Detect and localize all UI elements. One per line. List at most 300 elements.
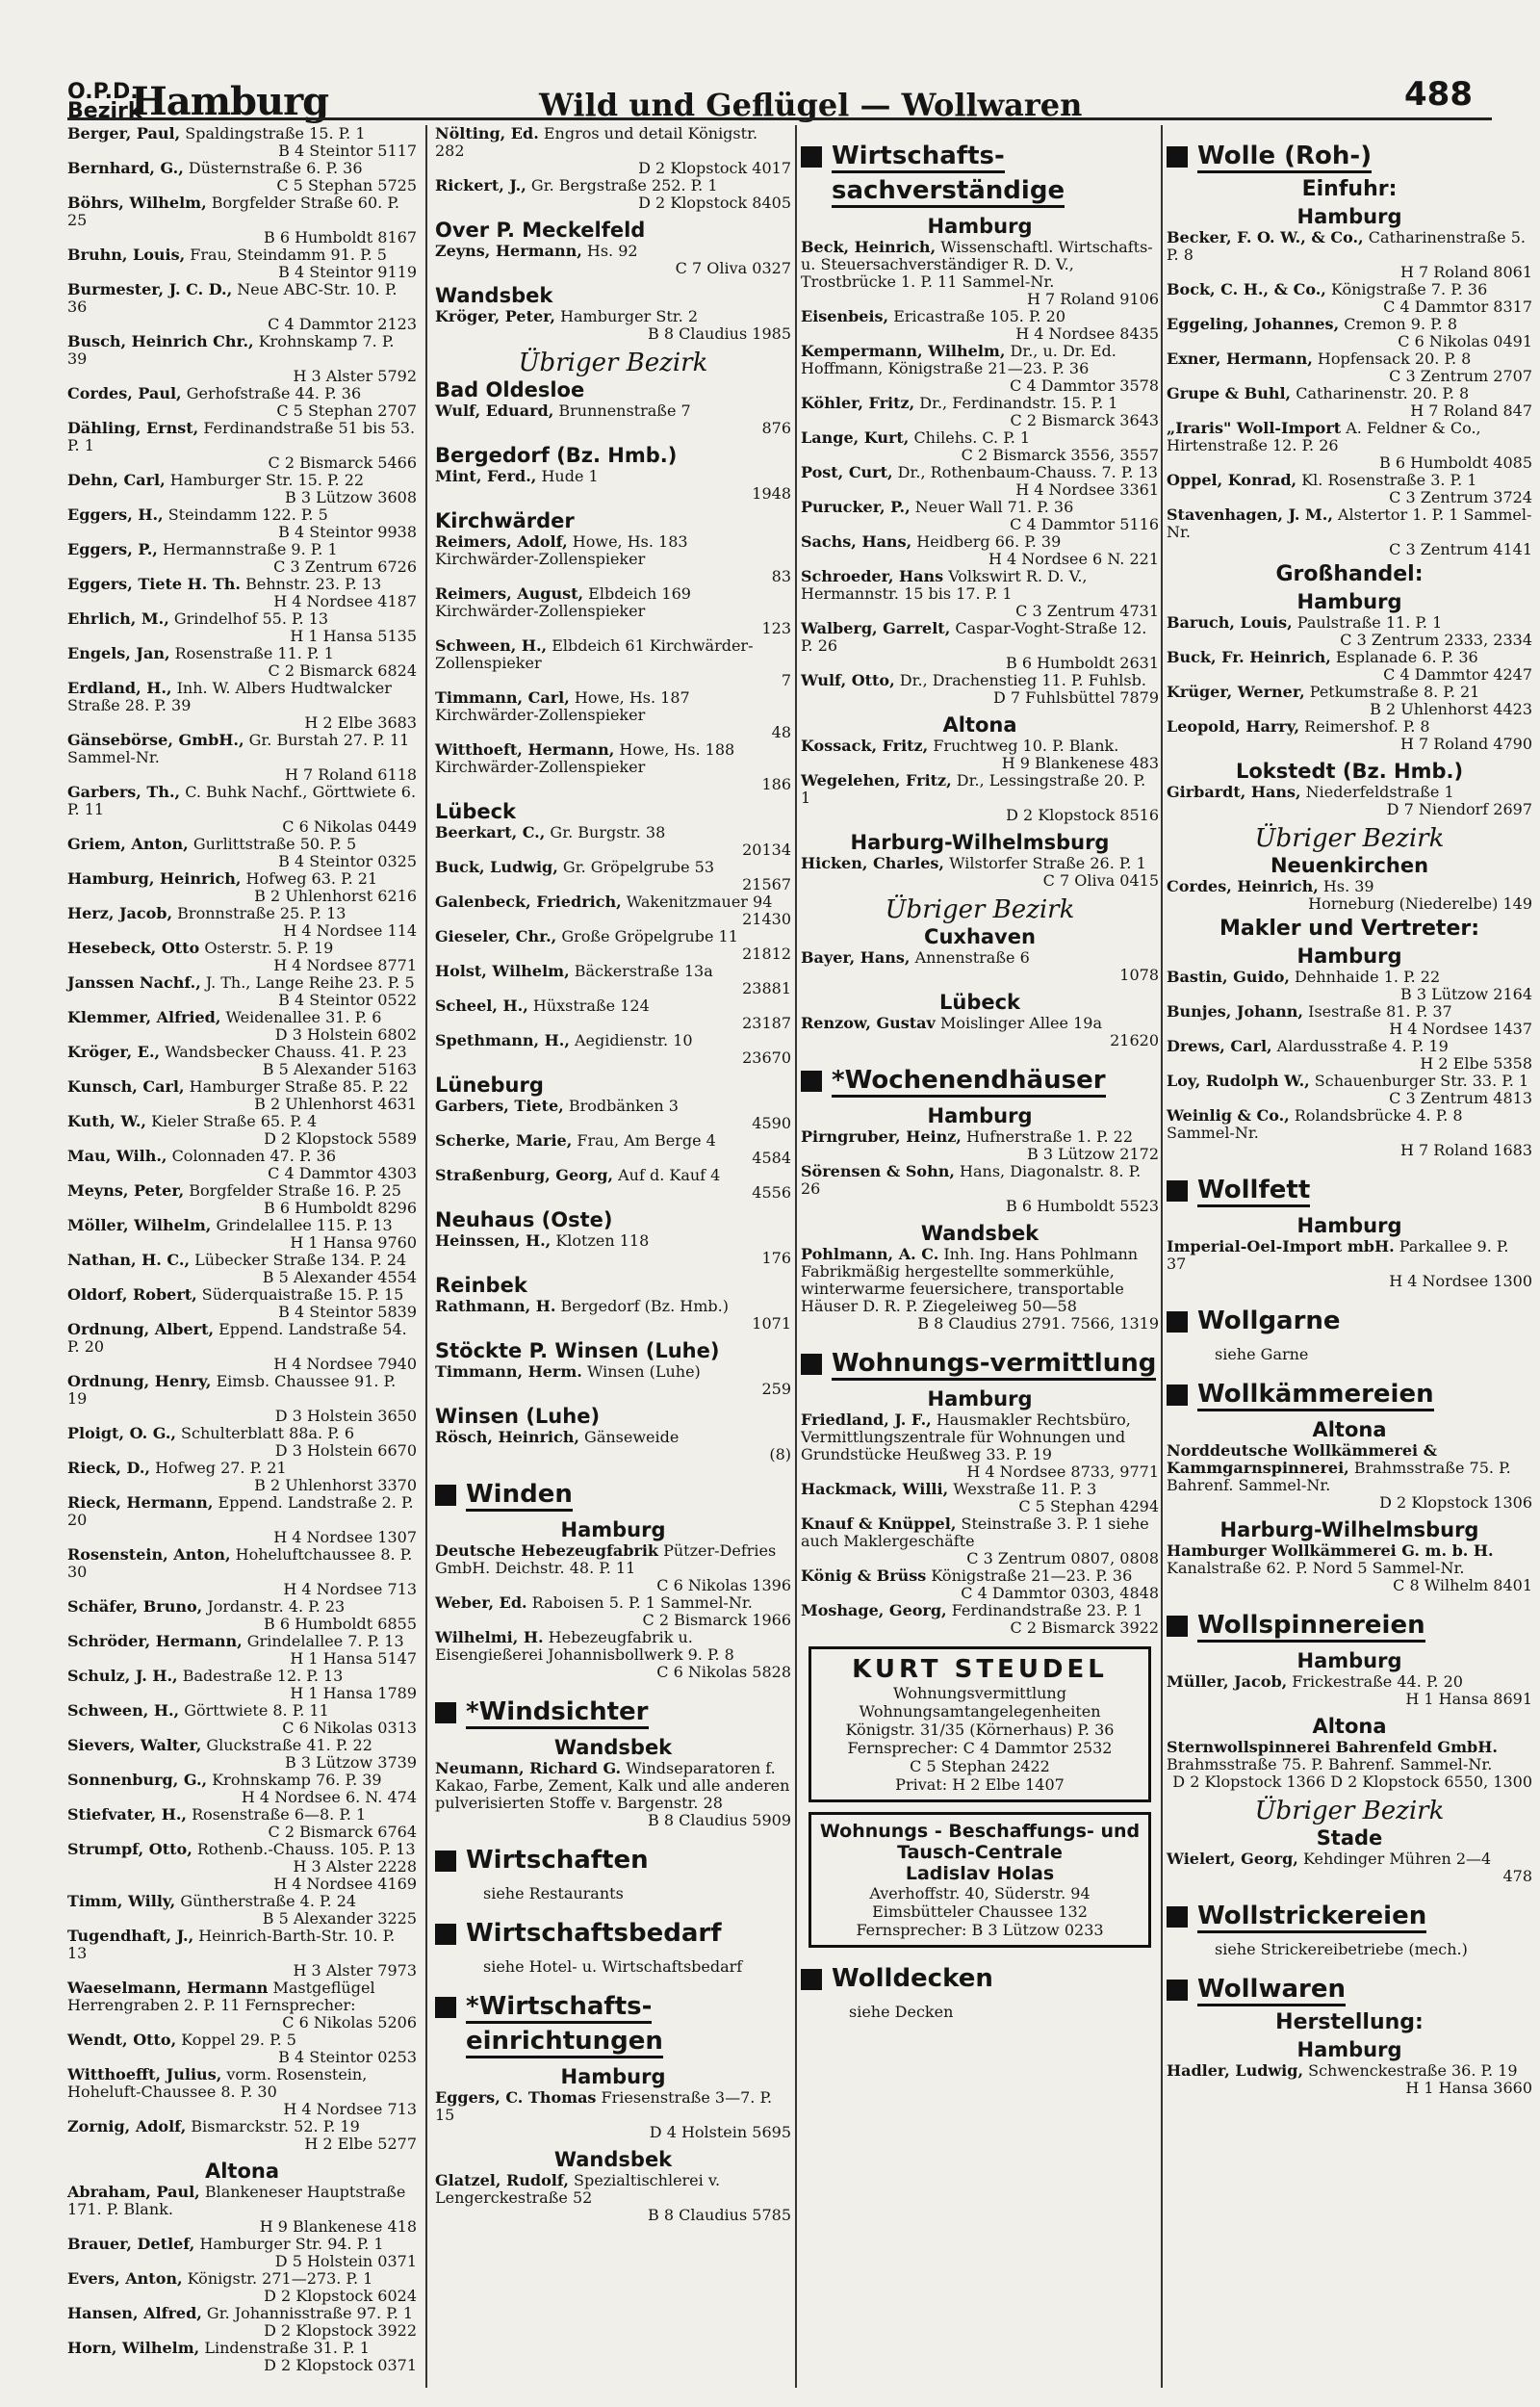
entry-text bbox=[435, 1032, 791, 1049]
entry-phone: C 4 Dammtor 8317 bbox=[1383, 298, 1532, 316]
directory-entry bbox=[435, 963, 791, 997]
entry-phone: H 9 Blankenese 418 bbox=[259, 2217, 417, 2236]
entry-text bbox=[67, 1633, 417, 1650]
directory-entry bbox=[1167, 1542, 1532, 1594]
entry-list bbox=[435, 402, 791, 437]
entry-phone: H 4 Nordsee 3361 bbox=[1015, 480, 1159, 499]
directory-entry bbox=[435, 1429, 791, 1463]
entry-address: Rosenstraße 6—8. P. 1 bbox=[192, 1805, 367, 1824]
entry-phone: C 6 Nikolas 5828 bbox=[656, 1663, 791, 1681]
entry-address: Hamburger Str. 94. P. 1 bbox=[199, 2235, 384, 2253]
entry-address: Wandsbecker Chauss. 41. P. 23 bbox=[165, 1043, 407, 1061]
entry-address: Howe, Hs. 183 Kirchwärder-Zollenspieker bbox=[435, 532, 688, 568]
entry-text bbox=[67, 1460, 417, 1477]
entry-phone: 1071 bbox=[752, 1314, 791, 1333]
entry-text bbox=[67, 645, 417, 662]
entry-text bbox=[435, 859, 791, 876]
directory-entry bbox=[435, 2172, 791, 2224]
entry-phone: C 6 Nikolas 0449 bbox=[282, 817, 417, 836]
entry-list bbox=[801, 1128, 1159, 1215]
entry-text bbox=[801, 1128, 1159, 1146]
directory-entry bbox=[1167, 614, 1532, 649]
entry-name: Sievers, Walter, bbox=[67, 1736, 202, 1754]
entry-list bbox=[435, 1542, 791, 1681]
cross-reference: siehe Strickereibetriebe (mech.) bbox=[1215, 1940, 1468, 1958]
directory-entry bbox=[435, 859, 791, 893]
entry-text bbox=[1167, 1238, 1532, 1273]
entry-phone: H 3 Alster 7973 bbox=[293, 1961, 417, 1980]
entry-phone: B 5 Alexander 4554 bbox=[262, 1268, 417, 1286]
place-heading: Altona bbox=[1312, 1418, 1387, 1441]
entry-phone: C 2 Bismarck 5466 bbox=[268, 453, 417, 472]
entry-name: Müller, Jacob, bbox=[1167, 1672, 1288, 1691]
entry-name: Beerkart, C., bbox=[435, 823, 546, 841]
section-marker-icon bbox=[801, 1071, 822, 1092]
entry-text bbox=[67, 1737, 417, 1754]
directory-entry bbox=[801, 395, 1159, 429]
directory-entry bbox=[801, 1246, 1159, 1333]
entry-list bbox=[435, 243, 791, 277]
entry-name: Renzow, Gustav bbox=[801, 1014, 936, 1032]
entry-phone: D 7 Niendorf 2697 bbox=[1386, 800, 1532, 818]
entry-phone: D 5 Holstein 0371 bbox=[274, 2252, 417, 2270]
entry-name: Reimers, August, bbox=[435, 584, 584, 603]
entry-name: „Iraris" Woll-Import bbox=[1167, 419, 1342, 437]
entry-phone: C 8 Wilhelm 8401 bbox=[1393, 1576, 1532, 1594]
ad-line: Wohnungsvermittlung bbox=[893, 1684, 1066, 1702]
column-2 bbox=[435, 125, 791, 2224]
region-heading: Übriger Bezirk bbox=[518, 349, 708, 377]
entry-address: Hs. 39 bbox=[1322, 877, 1374, 895]
entry-phone: 1078 bbox=[1119, 966, 1159, 984]
entry-name: Rösch, Heinrich, bbox=[435, 1428, 579, 1446]
entry-address: C. Buhk Nachf., Görttwiete 6. P. 11 bbox=[67, 783, 417, 818]
entry-address: Hs. 92 bbox=[586, 242, 638, 260]
section-marker-icon bbox=[435, 1485, 456, 1506]
directory-entry bbox=[1167, 2062, 1532, 2097]
directory-entry bbox=[67, 1893, 417, 1928]
entry-phone: B 4 Steintor 5117 bbox=[278, 142, 417, 160]
directory-entry bbox=[435, 928, 791, 963]
entry-text bbox=[67, 160, 417, 177]
directory-entry bbox=[435, 1760, 791, 1829]
entry-phone: C 2 Bismarck 3643 bbox=[1010, 411, 1159, 429]
entry-address: Annenstraße 6 bbox=[914, 948, 1030, 967]
entry-name: Loy, Rudolph W., bbox=[1167, 1072, 1310, 1090]
entry-name: Dähling, Ernst, bbox=[67, 419, 199, 437]
entry-address: Inh. Ing. Hans Pohlmann Fabrikmäßig hergestellte sommerkühle, winterwarme feuersichere, transportable Häuser D. R. P. Ziegeleiweg 50—58 bbox=[801, 1245, 1139, 1315]
entry-phone: B 8 Claudius 5909 bbox=[648, 1811, 791, 1829]
entry-address: Bismarckstr. 52. P. 19 bbox=[191, 2117, 360, 2135]
entry-address: Schulterblatt 88a. P. 6 bbox=[181, 1424, 355, 1442]
entry-address: Howe, Hs. 187 Kirchwärder-Zollenspieker bbox=[435, 688, 690, 724]
entry-address: J. Th., Lange Reihe 23. P. 5 bbox=[205, 973, 415, 992]
directory-entry bbox=[67, 1928, 417, 1980]
entry-address: Rosenstraße 11. P. 1 bbox=[174, 644, 334, 662]
entry-name: Köhler, Fritz, bbox=[801, 394, 915, 412]
entry-phone: D 2 Klopstock 4017 bbox=[638, 159, 791, 177]
entry-text bbox=[67, 1494, 417, 1529]
entry-address: Bäckerstraße 13a bbox=[574, 962, 713, 980]
entry-text bbox=[67, 680, 417, 714]
entry-phone: C 6 Nikolas 1396 bbox=[656, 1576, 791, 1594]
entry-text bbox=[1167, 1851, 1532, 1868]
entry-phone: H 2 Elbe 5277 bbox=[304, 2135, 417, 2153]
entry-text bbox=[1167, 614, 1532, 632]
entry-phone: H 4 Nordsee 1307 bbox=[273, 1528, 417, 1546]
region-heading: Übriger Bezirk bbox=[1254, 824, 1445, 853]
city-title: Hamburg bbox=[131, 79, 329, 124]
entry-text bbox=[1167, 1442, 1532, 1494]
entry-phone: 259 bbox=[761, 1380, 791, 1398]
entry-address: Lindenstraße 31. P. 1 bbox=[204, 2339, 370, 2357]
ad-line: Eimsbütteler Chaussee 132 bbox=[872, 1902, 1088, 1921]
entry-name: Schween, H., bbox=[67, 1701, 180, 1720]
entry-name: König & Brüss bbox=[801, 1566, 927, 1585]
entry-address: Alardusstraße 4. P. 19 bbox=[1276, 1037, 1449, 1055]
place-heading: Hamburg bbox=[560, 2065, 666, 2088]
entry-name: Eggeling, Johannes, bbox=[1167, 315, 1340, 333]
directory-entry bbox=[67, 472, 417, 506]
entry-text bbox=[67, 974, 417, 992]
entry-text bbox=[1167, 420, 1532, 454]
entry-phone: C 4 Dammtor 5116 bbox=[1010, 515, 1159, 533]
directory-entry bbox=[1167, 472, 1532, 506]
entry-address: Wissenschaftl. Wirtschafts- u. Steuersachverständiger R. D. V., Trostbrücke 1. P. 11 Sammel-Nr. bbox=[801, 238, 1153, 291]
advertisement-steudel bbox=[808, 1646, 1151, 1802]
place-heading: Hamburg bbox=[927, 1387, 1033, 1411]
entry-name: Griem, Anton, bbox=[67, 835, 189, 853]
directory-entry bbox=[1167, 420, 1532, 472]
entry-address: Engros und detail Königstr. 282 bbox=[435, 124, 758, 160]
entry-address: Reimershof. P. 8 bbox=[1304, 717, 1430, 736]
entry-text bbox=[1167, 969, 1532, 986]
entry-name: Bock, C. H., & Co., bbox=[1167, 280, 1326, 298]
entry-text bbox=[67, 1668, 417, 1685]
entry-name: Kuth, W., bbox=[67, 1112, 146, 1130]
directory-entry bbox=[1167, 1238, 1532, 1290]
entry-text bbox=[801, 568, 1159, 603]
directory-entry bbox=[435, 1032, 791, 1067]
section-marker-icon bbox=[435, 1997, 456, 2018]
directory-entry bbox=[801, 429, 1159, 464]
entry-address: Windseparatoren f. Kakao, Farbe, Zement, Kalk und alle anderen pulverisierten Stoffe v. Bargenstr. 28 bbox=[435, 1759, 790, 1812]
entry-phone: D 3 Holstein 6670 bbox=[274, 1441, 417, 1460]
entry-list bbox=[67, 2184, 417, 2374]
entry-text bbox=[67, 1598, 417, 1616]
entry-text bbox=[435, 1629, 791, 1664]
entry-phone: B 2 Uhlenhorst 3370 bbox=[254, 1476, 417, 1494]
region-heading: Übriger Bezirk bbox=[1254, 1797, 1445, 1825]
entry-list bbox=[801, 738, 1159, 824]
entry-address: Moislinger Allee 19a bbox=[939, 1014, 1102, 1032]
entry-name: Ploigt, O. G., bbox=[67, 1424, 176, 1442]
entry-text bbox=[67, 2184, 417, 2218]
place-heading: Lokstedt (Bz. Hmb.) bbox=[1235, 760, 1464, 783]
entry-phone: C 2 Bismarck 6764 bbox=[268, 1823, 417, 1841]
entry-text bbox=[1167, 784, 1532, 801]
directory-entry bbox=[67, 1286, 417, 1321]
entry-list bbox=[435, 1232, 791, 1267]
entry-name: Galenbeck, Friedrich, bbox=[435, 893, 622, 911]
entry-address: Gänseweide bbox=[584, 1428, 680, 1446]
entry-text bbox=[1167, 385, 1532, 402]
entry-list bbox=[435, 533, 791, 793]
entry-name: Rieck, Hermann, bbox=[67, 1493, 214, 1512]
entry-address: Auf d. Kauf 4 bbox=[618, 1166, 721, 1184]
entry-address: Gr. Gröpelgrube 53 bbox=[562, 858, 714, 876]
entry-text bbox=[67, 732, 417, 766]
directory-entry bbox=[435, 1232, 791, 1267]
directory-entry bbox=[435, 637, 791, 689]
entry-name: Busch, Heinrich Chr., bbox=[67, 332, 254, 350]
directory-entry bbox=[67, 1494, 417, 1546]
entry-address: Wakenitzmauer 94 bbox=[626, 893, 773, 911]
place-heading: Kirchwärder bbox=[435, 509, 575, 532]
directory-entry bbox=[67, 246, 417, 281]
entry-name: Bernhard, G., bbox=[67, 159, 184, 177]
entry-text bbox=[801, 1015, 1159, 1032]
entry-phone: 21620 bbox=[1110, 1031, 1159, 1049]
entry-text bbox=[67, 420, 417, 454]
entry-phone: H 4 Nordsee 4187 bbox=[273, 592, 417, 610]
entry-name: Deutsche Hebezeugfabrik bbox=[435, 1541, 658, 1560]
directory-entry bbox=[801, 949, 1159, 984]
section-marker-icon bbox=[801, 1969, 822, 1990]
entry-address: Dr., u. Dr. Ed. Hoffmann, Königstraße 21—23. P. 36 bbox=[801, 342, 1116, 377]
entry-text bbox=[801, 395, 1159, 412]
entry-phone: B 4 Steintor 0253 bbox=[278, 2048, 417, 2066]
entry-name: Strumpf, Otto, bbox=[67, 1840, 192, 1858]
entry-address: Schauenburger Str. 33. P. 1 bbox=[1314, 1072, 1529, 1090]
entry-name: Cordes, Paul, bbox=[67, 384, 182, 402]
advertisement-holas bbox=[808, 1812, 1151, 1948]
entry-name: Kunsch, Carl, bbox=[67, 1077, 185, 1096]
entry-address: Dr., Drachenstieg 11. P. Fuhlsb. bbox=[899, 671, 1146, 689]
place-heading: Reinbek bbox=[435, 1274, 527, 1297]
section-marker-icon bbox=[1167, 1980, 1188, 2001]
entry-phone: D 2 Klopstock 8405 bbox=[638, 194, 791, 212]
entry-name: Hicken, Charles, bbox=[801, 854, 944, 872]
entry-phone: D 2 Klopstock 0371 bbox=[264, 2356, 417, 2374]
section-marker-icon bbox=[1167, 1311, 1188, 1333]
directory-entry bbox=[67, 194, 417, 246]
place-heading: Hamburg bbox=[1296, 945, 1402, 968]
entry-phone: H 4 Nordsee 713 bbox=[283, 1580, 417, 1598]
entry-address: Catharinenstraße 5. P. 8 bbox=[1167, 228, 1526, 264]
entry-name: Heinssen, H., bbox=[435, 1231, 552, 1250]
entry-address: Hamburger Str. 15. P. 22 bbox=[169, 471, 365, 489]
entry-address: Gr. Bergstraße 252. P. 1 bbox=[530, 176, 718, 194]
entry-name: Kossack, Fritz, bbox=[801, 737, 929, 755]
entry-name: Eisenbeis, bbox=[801, 307, 889, 325]
entry-address: Paulstraße 11. P. 1 bbox=[1296, 613, 1443, 632]
entry-text bbox=[801, 239, 1159, 291]
entry-name: Wulf, Otto, bbox=[801, 671, 895, 689]
directory-entry bbox=[67, 2340, 417, 2374]
section-marker-icon bbox=[801, 146, 822, 168]
entry-phone: B 6 Humboldt 8167 bbox=[263, 228, 417, 246]
directory-entry bbox=[67, 1009, 417, 1044]
entry-list bbox=[1167, 1238, 1532, 1290]
entry-text bbox=[67, 905, 417, 922]
entry-address: Düsternstraße 6. P. 36 bbox=[188, 159, 363, 177]
entry-phone: B 3 Lützow 2164 bbox=[1399, 985, 1532, 1003]
entry-address: Alstertor 1. P. 1 Sammel-Nr. bbox=[1167, 505, 1532, 541]
entry-address: Wexstraße 11. P. 3 bbox=[953, 1480, 1097, 1498]
entry-text bbox=[67, 1772, 417, 1789]
entry-address: Eimsb. Chaussee 91. P. 19 bbox=[67, 1372, 397, 1408]
entry-text bbox=[67, 472, 417, 489]
section-marker-icon bbox=[1167, 1616, 1188, 1637]
directory-entry bbox=[67, 1217, 417, 1252]
entry-address: Steindamm 122. P. 5 bbox=[167, 505, 328, 524]
directory-entry bbox=[1167, 385, 1532, 420]
entry-text bbox=[67, 1841, 417, 1858]
entry-phone: 21567 bbox=[742, 875, 791, 893]
entry-name: Berger, Paul, bbox=[67, 124, 181, 142]
entry-phone: B 3 Lützow 2172 bbox=[1026, 1145, 1159, 1163]
entry-text bbox=[1167, 472, 1532, 489]
entry-address: Hamburger Str. 2 bbox=[560, 307, 698, 325]
entry-address: A. Feldner & Co., Hirtenstraße 12. P. 26 bbox=[1167, 419, 1481, 454]
entry-phone: H 4 Nordsee 4169 bbox=[273, 1875, 417, 1893]
entry-text bbox=[435, 1594, 791, 1612]
entry-list bbox=[801, 1246, 1159, 1333]
entry-name: Hamburger Wollkämmerei G. m. b. H. bbox=[1167, 1541, 1494, 1560]
entry-text bbox=[67, 2032, 417, 2049]
entry-text bbox=[435, 1363, 791, 1381]
entry-text bbox=[67, 541, 417, 558]
directory-entry bbox=[67, 506, 417, 541]
entry-phone: 48 bbox=[771, 723, 791, 741]
section-wollkaemmereien: Wollkämmereien bbox=[1167, 1377, 1532, 1411]
entry-name: Imperial-Oel-Import mbH. bbox=[1167, 1237, 1395, 1255]
entry-address: Rolandsbrücke 4. P. 8 Sammel-Nr. bbox=[1167, 1106, 1463, 1142]
entry-address: Colonnaden 47. P. 36 bbox=[171, 1147, 337, 1165]
entry-text bbox=[67, 2066, 417, 2101]
entry-phone: 23670 bbox=[742, 1048, 791, 1067]
entry-phone: B 3 Lützow 3608 bbox=[284, 488, 417, 506]
place-heading: Wandsbek bbox=[435, 284, 553, 307]
entry-text bbox=[435, 1132, 791, 1150]
entry-text bbox=[801, 672, 1159, 689]
entry-name: Eggers, C. Thomas bbox=[435, 2088, 597, 2107]
entry-name: Lange, Kurt, bbox=[801, 428, 910, 447]
directory-entry bbox=[801, 568, 1159, 620]
entry-text bbox=[67, 1078, 417, 1096]
entry-list bbox=[435, 468, 791, 503]
entry-address: Königstraße 21—23. P. 36 bbox=[931, 1566, 1133, 1585]
entry-phone: 83 bbox=[771, 567, 791, 585]
place-heading: Bergedorf (Bz. Hmb.) bbox=[435, 444, 678, 467]
directory-entry bbox=[67, 125, 417, 160]
entry-address: Elbdeich 61 Kirchwärder-Zollenspieker bbox=[435, 636, 754, 672]
directory-entry bbox=[67, 1737, 417, 1772]
entry-text bbox=[801, 1515, 1159, 1550]
entry-address: Esplanade 6. P. 36 bbox=[1335, 648, 1478, 666]
entry-phone: 4590 bbox=[752, 1114, 791, 1132]
entry-phone: H 4 Nordsee 6. N. 474 bbox=[241, 1788, 417, 1806]
entry-text bbox=[67, 2305, 417, 2322]
entry-address: Gr. Burstah 27. P. 11 Sammel-Nr. bbox=[67, 731, 410, 766]
subsection-heading: Großhandel: bbox=[1275, 562, 1424, 586]
entry-text bbox=[801, 1567, 1159, 1585]
place-heading: Over P. Meckelfeld bbox=[435, 219, 646, 242]
directory-entry bbox=[67, 281, 417, 333]
entry-address: vorm. Rosenstein, Hoheluft-Chaussee 8. P. 30 bbox=[67, 2065, 368, 2101]
entry-phone: D 2 Klopstock 1306 bbox=[1379, 1493, 1532, 1512]
entry-phone: D 2 Klopstock 3922 bbox=[264, 2321, 417, 2340]
place-heading: Stade bbox=[1316, 1826, 1383, 1850]
entry-text bbox=[67, 1286, 417, 1304]
entry-phone: 4556 bbox=[752, 1183, 791, 1202]
directory-entry bbox=[435, 824, 791, 859]
ad-line: Wohnungsamtangelegenheiten bbox=[859, 1702, 1101, 1721]
entry-text bbox=[67, 125, 417, 142]
entry-name: Hackmack, Willi, bbox=[801, 1480, 949, 1498]
entry-name: Dehn, Carl, bbox=[67, 471, 166, 489]
entry-name: Kempermann, Wilhelm, bbox=[801, 342, 1006, 360]
place-heading: Hamburg bbox=[927, 215, 1033, 238]
entry-name: Bunjes, Johann, bbox=[1167, 1002, 1303, 1021]
entry-phone: H 4 Nordsee 7940 bbox=[273, 1355, 417, 1373]
entry-address: Krohnskamp 7. P. 39 bbox=[67, 332, 395, 368]
ad-line: Königstr. 31/35 (Körnerhaus) P. 36 bbox=[845, 1721, 1115, 1739]
section-marker-icon bbox=[801, 1354, 822, 1375]
entry-phone: B 8 Claudius 2791. 7566, 1319 bbox=[917, 1314, 1159, 1333]
entry-name: Exner, Hermann, bbox=[1167, 349, 1313, 368]
entry-address: Frickestraße 44. P. 20 bbox=[1292, 1672, 1463, 1691]
entry-text bbox=[1167, 1739, 1532, 1773]
entry-text bbox=[67, 1252, 417, 1269]
entry-name: Schween, H., bbox=[435, 636, 548, 655]
ad-line: C 5 Stephan 2422 bbox=[910, 1757, 1050, 1775]
entry-phone: D 3 Holstein 6802 bbox=[274, 1025, 417, 1044]
entry-phone: H 1 Hansa 8691 bbox=[1405, 1690, 1532, 1708]
directory-entry bbox=[801, 672, 1159, 707]
directory-entry bbox=[67, 1252, 417, 1286]
entry-text bbox=[67, 1321, 417, 1356]
entry-phone: C 7 Oliva 0415 bbox=[1042, 871, 1159, 890]
entry-phone: B 5 Alexander 3225 bbox=[262, 1909, 417, 1928]
place-heading: Wandsbek bbox=[920, 1222, 1040, 1245]
entry-text bbox=[435, 824, 791, 841]
entry-phone: 123 bbox=[761, 619, 791, 637]
directory-entry bbox=[801, 620, 1159, 672]
entry-address: Brahmsstraße 75. P. Bahrenf. Sammel-Nr. bbox=[1167, 1459, 1511, 1494]
entry-name: Wulf, Eduard, bbox=[435, 401, 554, 420]
entry-list bbox=[1167, 1851, 1532, 1885]
place-heading: Hamburg bbox=[1296, 1214, 1402, 1237]
entry-name: Eggers, Tiete H. Th. bbox=[67, 575, 241, 593]
entry-text bbox=[67, 1928, 417, 1962]
entry-list bbox=[435, 125, 791, 212]
directory-entry bbox=[67, 1425, 417, 1460]
entry-text bbox=[801, 855, 1159, 872]
entry-phone: D 3 Holstein 3650 bbox=[274, 1407, 417, 1425]
entry-name: Schroeder, Hans bbox=[801, 567, 944, 585]
entry-phone: C 5 Stephan 4294 bbox=[1018, 1497, 1159, 1515]
column-divider bbox=[795, 125, 797, 2388]
entry-list bbox=[1167, 1673, 1532, 1708]
section-wirtschaftsbedarf: Wirtschaftsbedarf bbox=[435, 1916, 791, 1951]
entry-phone: B 6 Humboldt 4085 bbox=[1378, 453, 1532, 472]
directory-entry bbox=[435, 689, 791, 741]
column-divider bbox=[1161, 125, 1163, 2388]
entry-name: Zeyns, Hermann, bbox=[435, 242, 582, 260]
entry-phone: C 4 Dammtor 4247 bbox=[1383, 665, 1532, 684]
